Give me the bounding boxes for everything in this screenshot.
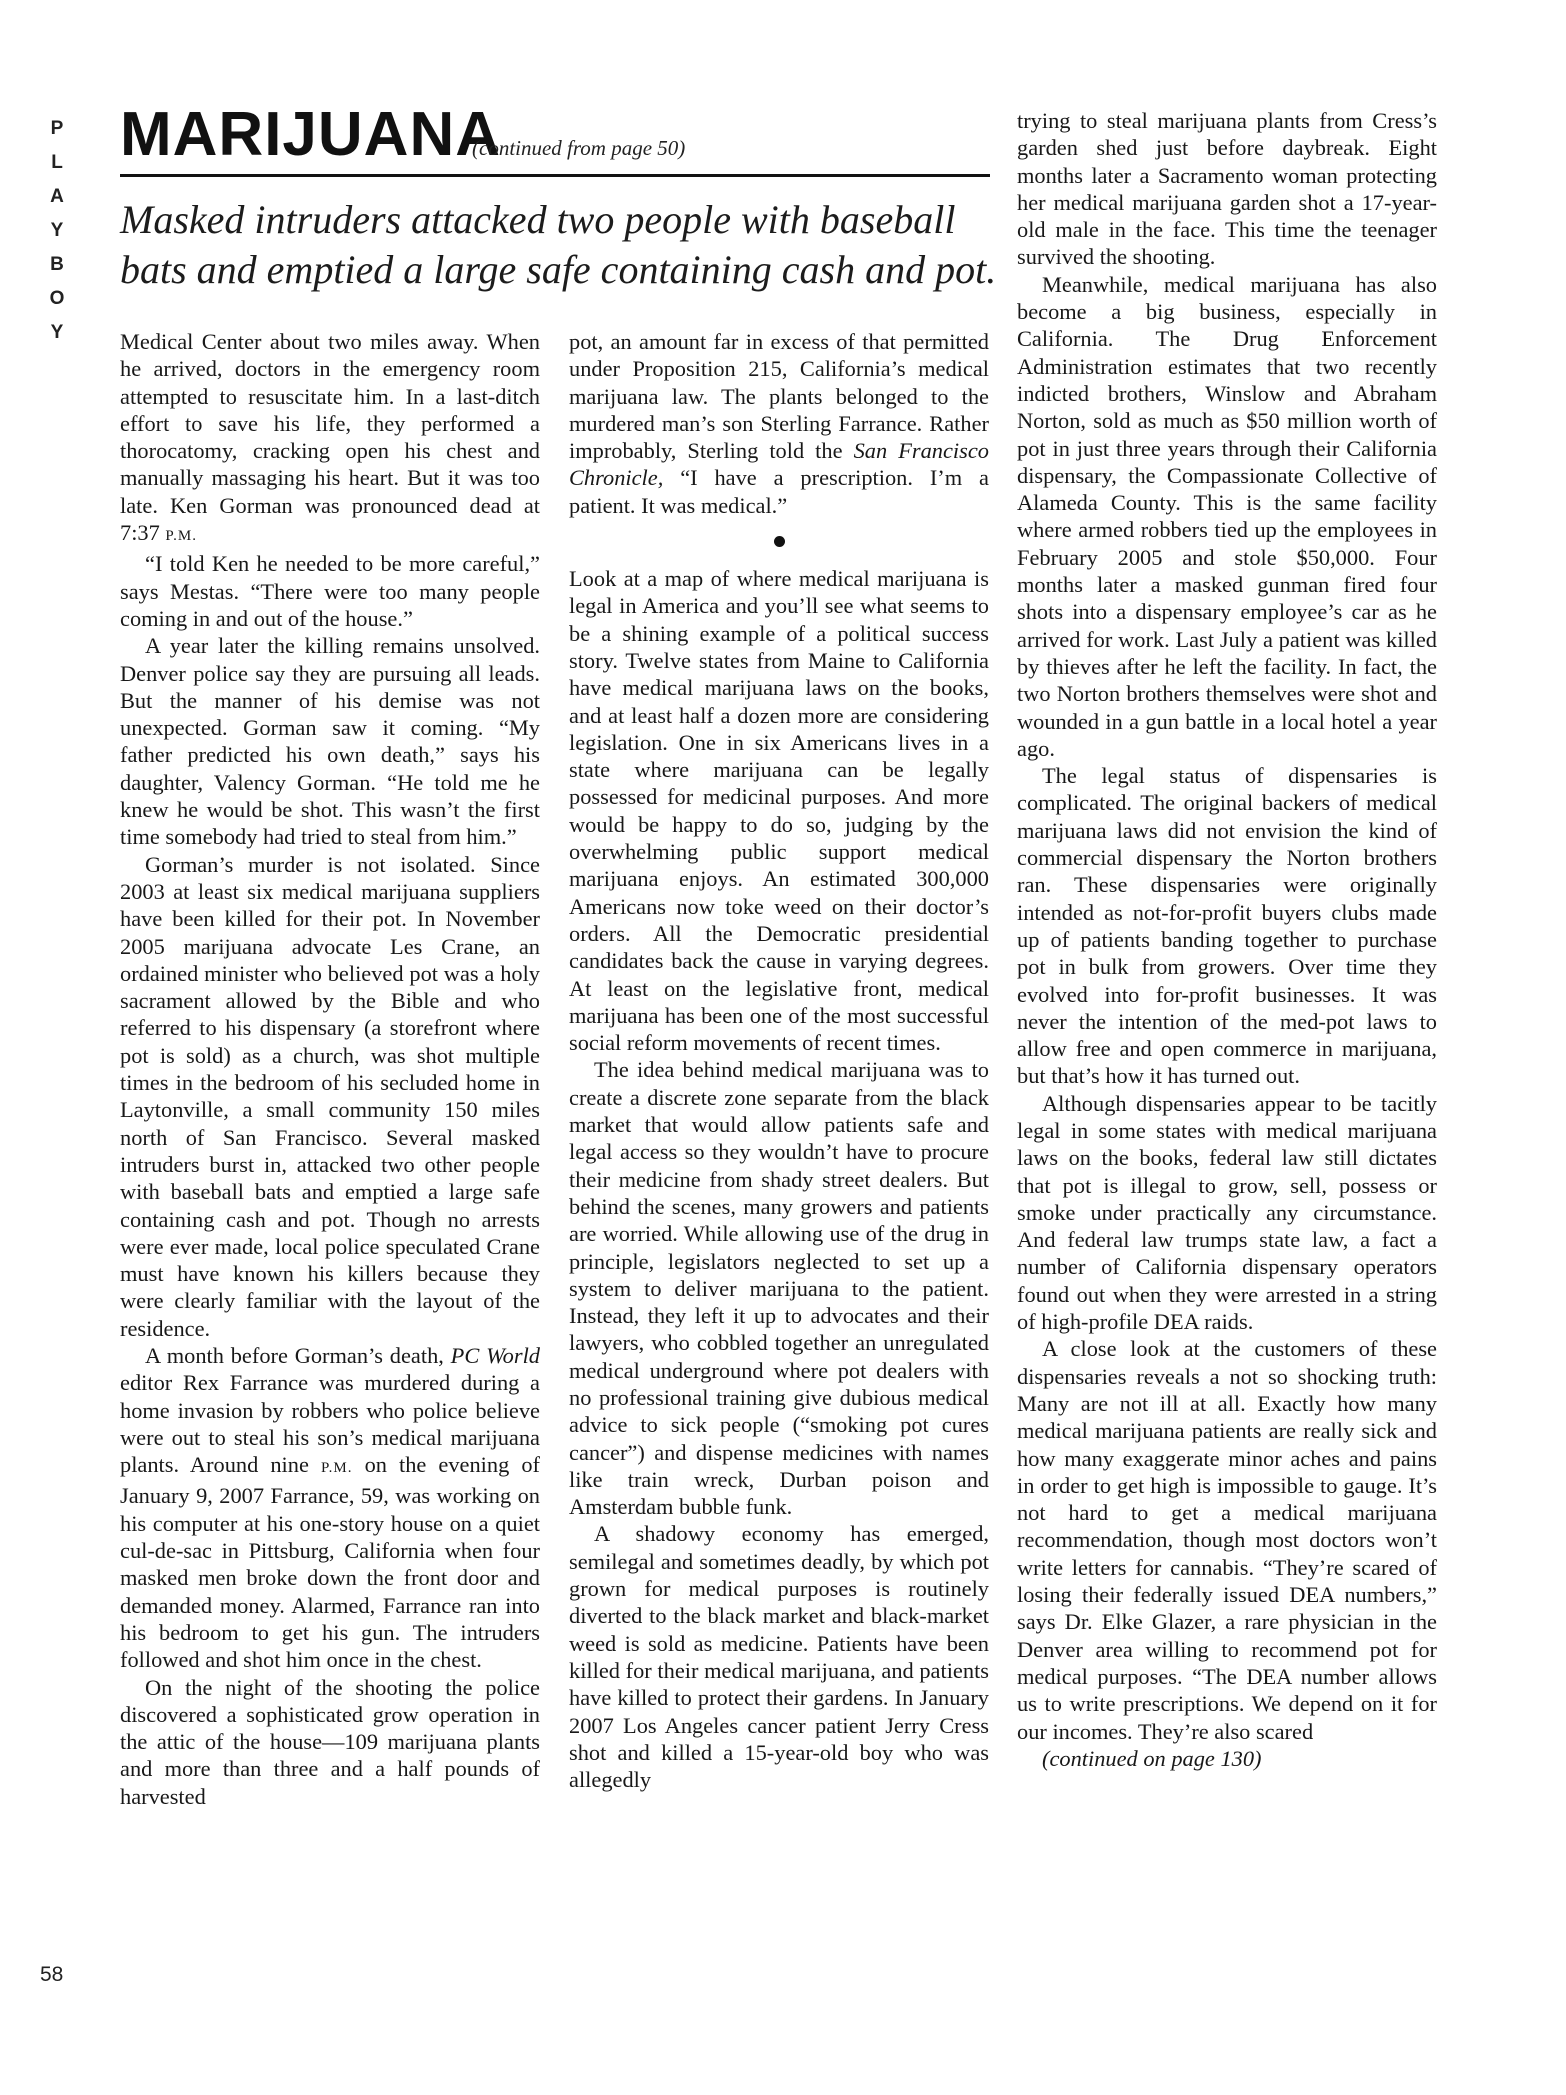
paragraph: Meanwhile, medical marijuana has also become a big business, especially in California. The Drug Enforcement Administration estimates that two recently indicted brothers, Winslow and Abraham Norton, sold as much as $50 million worth of pot in just three years through their California dispensary, the Compassionate Collective of Alameda County. This is the same facility where armed robbers tied up the employees in February 2005 and stole $50,000. Four months later a masked gunman fired four shots into a dispensary employee’s car as he arrived for work. Last July a patient was killed by thieves after he left the facility. In fact, the two Norton brothers themselves were shot and wounded in a gun battle in a local hotel a year ago. xyxy=(1017,271,1437,761)
publication-name: PC World xyxy=(450,1342,540,1368)
paragraph: A year later the killing remains unsolved. Denver police say they are pursuing all leads. But the manner of his demise was not unexpected. Gorman saw it coming. “My father predicted his own death,” says his daughter, Valency Gorman. “He told me he knew he would be shot. This wasn’t the first time somebody had tried to steal from him.” xyxy=(120,633,540,850)
page-number: 58 xyxy=(40,1963,64,1986)
paragraph: trying to steal marijuana plants from Cress’s garden shed just before daybreak. Eight months later a Sacramento woman protecting her medical marijuana garden shot a 17-year-old male in the face. This time the teenager survived the shooting. xyxy=(1017,108,1437,270)
paragraph: The idea behind medical marijuana was to create a discrete zone separate from the black market that would allow patients safe and legal access so they wouldn’t have to procure their medicine from shady street dealers. But behind the scenes, many growers and patients are worried. While allowing use of the drug in principle, legislators neglected to set up a system to deliver marijuana to the patient. Instead, they left it up to advocates and their lawyers, who cobbled together an unregulated medical underground where pot dealers with no professional training give dubious medical advice to sick people (“smoking pot cures cancer”) and dispense medicines with names like train wreck, Durban poison and Amsterdam bubble funk. xyxy=(569,1057,989,1520)
text-column-1 xyxy=(120,328,540,1810)
article-header xyxy=(120,100,990,178)
magazine-name-letter: B xyxy=(50,254,64,275)
text-column-2 xyxy=(569,328,989,1793)
paragraph: Medical Center about two miles away. When he arrived, doctors in the emergency room attempted to resuscitate him. In a last-ditch effort to save his life, they performed a thorocatomy, cracking open his chest and manually massaging his heart. But it was too late. Ken Gorman was pronounced dead at 7:37 P.M. xyxy=(120,329,540,546)
continued-from-note: (continued from page 50) xyxy=(472,136,686,160)
paragraph: A month before Gorman’s death, PC World editor Rex Farrance was murdered during a home invasion by robbers who police believe were out to steal his son’s medical marijuana plants. Around nine P.M. on the evening of January 9, 2007 Farrance, 59, was working on his computer at his one-story house on a quiet cul-de-sac in Pittsburg, California when four masked men broke down the front door and demanded money. Alarmed, Farrance ran into his bedroom to get his gun. The intruders followed and shot him once in the chest. xyxy=(120,1342,540,1673)
paragraph: A shadowy economy has emerged, semilegal and sometimes deadly, by which pot grown for medical purposes is routinely diverted to the black market and black-market weed is sold as medicine. Patients have been killed for their medical marijuana, and patients have killed to protect their gardens. In January 2007 Los Angeles cancer patient Jerry Cress shot and killed a 15-year-old boy who was allegedly xyxy=(569,1521,989,1793)
title-rule xyxy=(120,174,990,177)
paragraph: A close look at the customers of these dispensaries reveals a not so shocking truth: Many are not ill at all. Exactly how many medical marijuana patients are really sick and how many exaggerate minor aches and pains in order to get high is impossible to gauge. It’s not hard to get a medical marijuana recommendation, though most doctors won’t write letters for cannabis. “They’re scared of losing their federally issued DEA numbers,” says Dr. Elke Glazer, a rare physician in the Denver area willing to recommend pot for medical purposes. “The DEA number allows us to write prescriptions. We depend on it for our incomes. They’re also scared xyxy=(1017,1336,1437,1744)
magazine-name-letter: L xyxy=(51,152,63,173)
magazine-name-letter: O xyxy=(49,288,65,309)
magazine-name-letter: P xyxy=(50,118,64,139)
section-break-bullet xyxy=(774,536,785,547)
paragraph: Although dispensaries appear to be tacitly legal in some states with medical marijuana laws on the books, federal law still dictates that pot is illegal to grow, sell, possess or smoke under practically any circumstance. And federal law trumps state law, a fact a number of California dispensary operators found out when they were arrested in a string of high-profile DEA raids. xyxy=(1017,1090,1437,1335)
magazine-name-letter: Y xyxy=(50,220,64,241)
magazine-name-letter: Y xyxy=(50,322,64,343)
magazine-name-letter: A xyxy=(50,186,64,207)
paragraph: pot, an amount far in excess of that permitted under Proposition 215, California’s medical marijuana law. The plants belonged to the murdered man’s son Sterling Farrance. Rather improbably, Sterling told the San Francisco Chronicle, “I have a prescription. I’m a patient. It was medical.” xyxy=(569,329,989,518)
paragraph: The legal status of dispensaries is complicated. The original backers of medical marijuana laws did not envision the kind of commercial dispensary the Norton brothers ran. These dispensaries were originally intended as not-for-profit buyers clubs made up of patients banding together to purchase pot in bulk from growers. Over time they evolved into for-profit businesses. It was never the intention of the med-pot laws to allow free and open commerce in marijuana, but that’s how it has turned out. xyxy=(1017,763,1437,1089)
paragraph: On the night of the shooting the police discovered a sophisticated grow operation in the attic of the house—109 marijuana plants and more than three and a half pounds of harvested xyxy=(120,1674,540,1809)
continued-on-note: (continued on page 130) xyxy=(1042,1745,1262,1771)
publication-name: San Francisco Chronicle, xyxy=(569,438,989,491)
text-column-3 xyxy=(1017,107,1437,1772)
paragraph: Look at a map of where medical marijuana is legal in America and you’ll see what seems to be a shining example of a political success story. Twelve states from Maine to California have medical marijuana laws on the books, and at least half a dozen more are considering legislation. One in six Americans lives in a state where marijuana can be legally possessed for medicinal purposes. And more would be happy to do so, judging by the overwhelming public support medical marijuana enjoys. An estimated 300,000 Americans now toke weed on their doctor’s orders. All the Democratic presidential candidates back the cause in varying degrees. At least on the legislative front, medical marijuana has been one of the most successful social reform movements of recent times. xyxy=(569,566,989,1056)
paragraph: “I told Ken he needed to be more careful,” says Mestas. “There were too many people coming in and out of the house.” xyxy=(120,551,540,631)
article-title: MARIJUANA xyxy=(120,100,501,169)
paragraph: Gorman’s murder is not isolated. Since 2003 at least six medical marijuana suppliers have been killed for their pot. In November 2005 marijuana advocate Les Crane, an ordained minister who believed pot was a holy sacrament allowed by the Bible and who referred to his dispensary (a storefront where pot is sold) as a church, was shot multiple times in the bedroom of his secluded home in Laytonville, a small community 150 miles north of San Francisco. Several masked intruders burst in, attacked two other people with baseball bats and emptied a large safe containing cash and pot. Though no arrests were ever made, local police speculated Crane must have known his killers because they were clearly familiar with the layout of the residence. xyxy=(120,851,540,1341)
magazine-name-vertical xyxy=(40,112,74,350)
pull-quote-deck: Masked intruders attacked two people with baseball bats and emptied a large safe containing cash and pot. xyxy=(120,197,997,292)
